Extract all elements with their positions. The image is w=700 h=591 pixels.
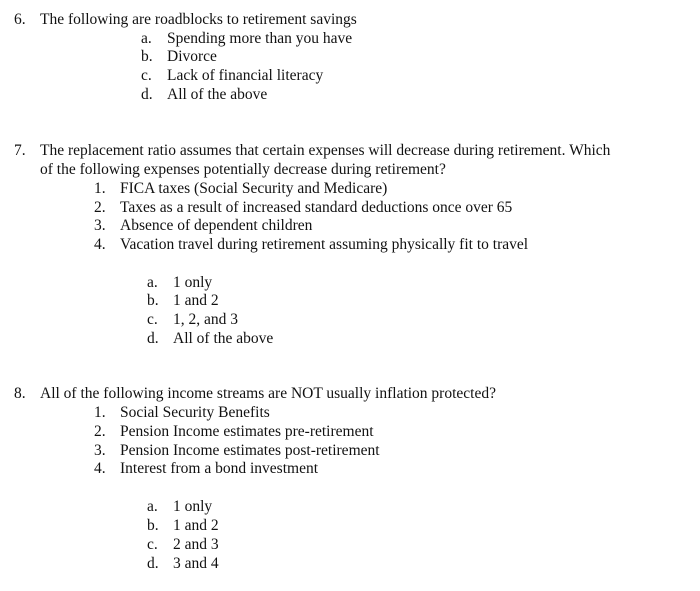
item-text: Vacation travel during retirement assuming physically fit to travel <box>120 236 529 253</box>
item-marker: 1. <box>94 404 106 421</box>
item-marker: 4. <box>94 460 106 477</box>
option-text: Spending more than you have <box>167 30 353 47</box>
option-marker: a. <box>141 30 152 47</box>
item-marker: 2. <box>94 199 106 216</box>
option-text: 1 only <box>173 274 213 291</box>
question-text: The following are roadblocks to retirement savings <box>40 11 357 28</box>
option-marker: b. <box>141 48 153 65</box>
option-text: 2 and 3 <box>173 536 219 553</box>
option-marker: d. <box>147 330 159 347</box>
item-marker: 4. <box>94 236 106 253</box>
item-text: Pension Income estimates post-retirement <box>120 442 380 459</box>
question-number: 6. <box>14 11 26 28</box>
item-marker: 3. <box>94 217 106 234</box>
option-text: 1 only <box>173 498 213 515</box>
question-text: of the following expenses potentially decrease during retirement? <box>40 161 446 178</box>
option-text: Lack of financial literacy <box>167 67 324 84</box>
option-marker: a. <box>147 498 158 515</box>
option-marker: b. <box>147 292 159 309</box>
option-marker: c. <box>147 536 158 553</box>
item-text: Interest from a bond investment <box>120 460 319 477</box>
question-text: All of the following income streams are NOT usually inflation protected? <box>40 385 496 402</box>
item-marker: 2. <box>94 423 106 440</box>
item-text: Taxes as a result of increased standard deductions once over 65 <box>120 199 513 216</box>
option-text: 3 and 4 <box>173 555 219 572</box>
option-marker: b. <box>147 517 159 534</box>
item-text: Absence of dependent children <box>120 217 313 234</box>
option-marker: a. <box>147 274 158 291</box>
option-text: Divorce <box>167 48 217 65</box>
item-text: Social Security Benefits <box>120 404 270 421</box>
option-marker: c. <box>147 311 158 328</box>
option-text: 1, 2, and 3 <box>173 311 239 328</box>
option-text: 1 and 2 <box>173 517 219 534</box>
item-text: FICA taxes (Social Security and Medicare) <box>120 180 388 197</box>
question-number: 8. <box>14 385 26 402</box>
option-marker: c. <box>141 67 152 84</box>
item-text: Pension Income estimates pre-retirement <box>120 423 374 440</box>
option-text: All of the above <box>173 330 274 347</box>
option-marker: d. <box>141 86 153 103</box>
item-marker: 1. <box>94 180 106 197</box>
option-text: All of the above <box>167 86 268 103</box>
question-text: The replacement ratio assumes that certain expenses will decrease during retirement. Which <box>40 142 611 159</box>
option-marker: d. <box>147 555 159 572</box>
option-text: 1 and 2 <box>173 292 219 309</box>
item-marker: 3. <box>94 442 106 459</box>
question-number: 7. <box>14 142 26 159</box>
